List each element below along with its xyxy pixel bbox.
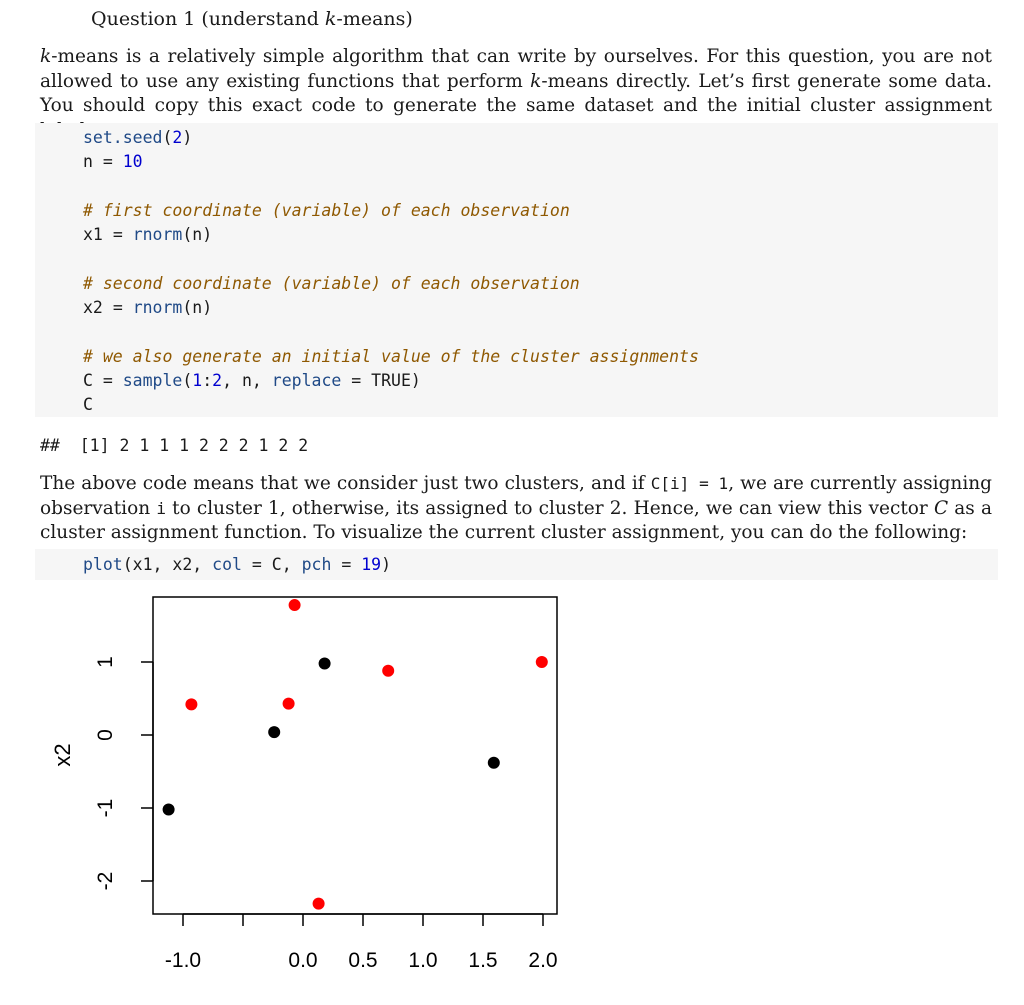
code-comment-2: # second coordinate (variable) of each observation [83,274,580,293]
explanation-math: C [933,497,949,519]
code-line-9: C [83,395,93,414]
x-tick-label: 2.0 [528,949,558,972]
explanation-text-1: The above code means that we consider just two clusters, and if [40,473,651,494]
x-tick-label: 0.5 [348,949,378,972]
x-tick-label: 0.0 [288,949,318,972]
data-point [488,757,500,769]
code-output: ## [1] 2 1 1 1 2 2 2 1 2 2 [40,436,309,455]
data-point [289,599,301,611]
data-point [185,698,197,710]
explanation-paragraph [40,472,992,546]
intro-text-2: -means directly. Let’s first generate some data. You should copy this exact code to generate the same dataset and the initial cluster assignment [40,70,992,116]
data-point [313,898,325,910]
data-point [163,803,175,815]
intro-text-1: -means is a relatively simple algorithm that can write by ourselves. For this question, you are not allowed to use any existing functions that perform [40,46,992,92]
data-point [283,698,295,710]
code-line-6: x2 = rnorm(n) [83,298,213,317]
x-tick-label: -1.0 [164,949,202,972]
data-point [382,665,394,677]
y-tick-label: -2 [94,871,117,891]
code-line-8: C = sample(1:2, n, replace = TRUE) [83,371,421,390]
y-tick-label: 0 [94,729,117,741]
plot-code-line: plot(x1, x2, col = C, pch = 19) [83,555,392,574]
y-tick-label: 1 [94,656,117,668]
question-title [91,8,413,30]
code-line-4: x1 = rnorm(n) [83,225,213,244]
code-line-2: n = 10 [83,152,143,171]
intro-math-2: k [530,70,542,92]
intro-math-1: k [40,46,52,67]
plot-frame [153,597,557,914]
x-tick-label: 1.5 [468,949,498,972]
x-tick-label: 1.0 [408,949,438,972]
title-suffix: -means) [336,8,413,30]
scatter-plot [0,585,1024,1005]
data-point [268,726,280,738]
code-comment-3: # we also generate an initial value of the cluster assignments [83,347,699,366]
title-prefix: Question 1 (understand [91,8,325,30]
data-point [536,656,548,668]
explanation-text-3: to cluster 1, otherwise, its assigned to cluster 2. Hence, we can view this vector [165,497,934,519]
data-point [319,657,331,669]
y-axis-label: x2 [50,743,75,767]
title-math: k [324,8,337,30]
explanation-text-4: as a cluster assignment function. To visualize the current cluster assignment, you can do the following: [40,497,992,543]
code-line-1: set.seed(2) [83,128,193,147]
inline-code-2: i [156,498,166,518]
explanation-text-2: , we are currently assigning observation [40,473,992,519]
y-tick-label: -1 [94,798,117,818]
inline-code-1: C[i] = 1 [650,474,729,493]
code-comment-1: # first coordinate (variable) of each observation [83,201,570,220]
